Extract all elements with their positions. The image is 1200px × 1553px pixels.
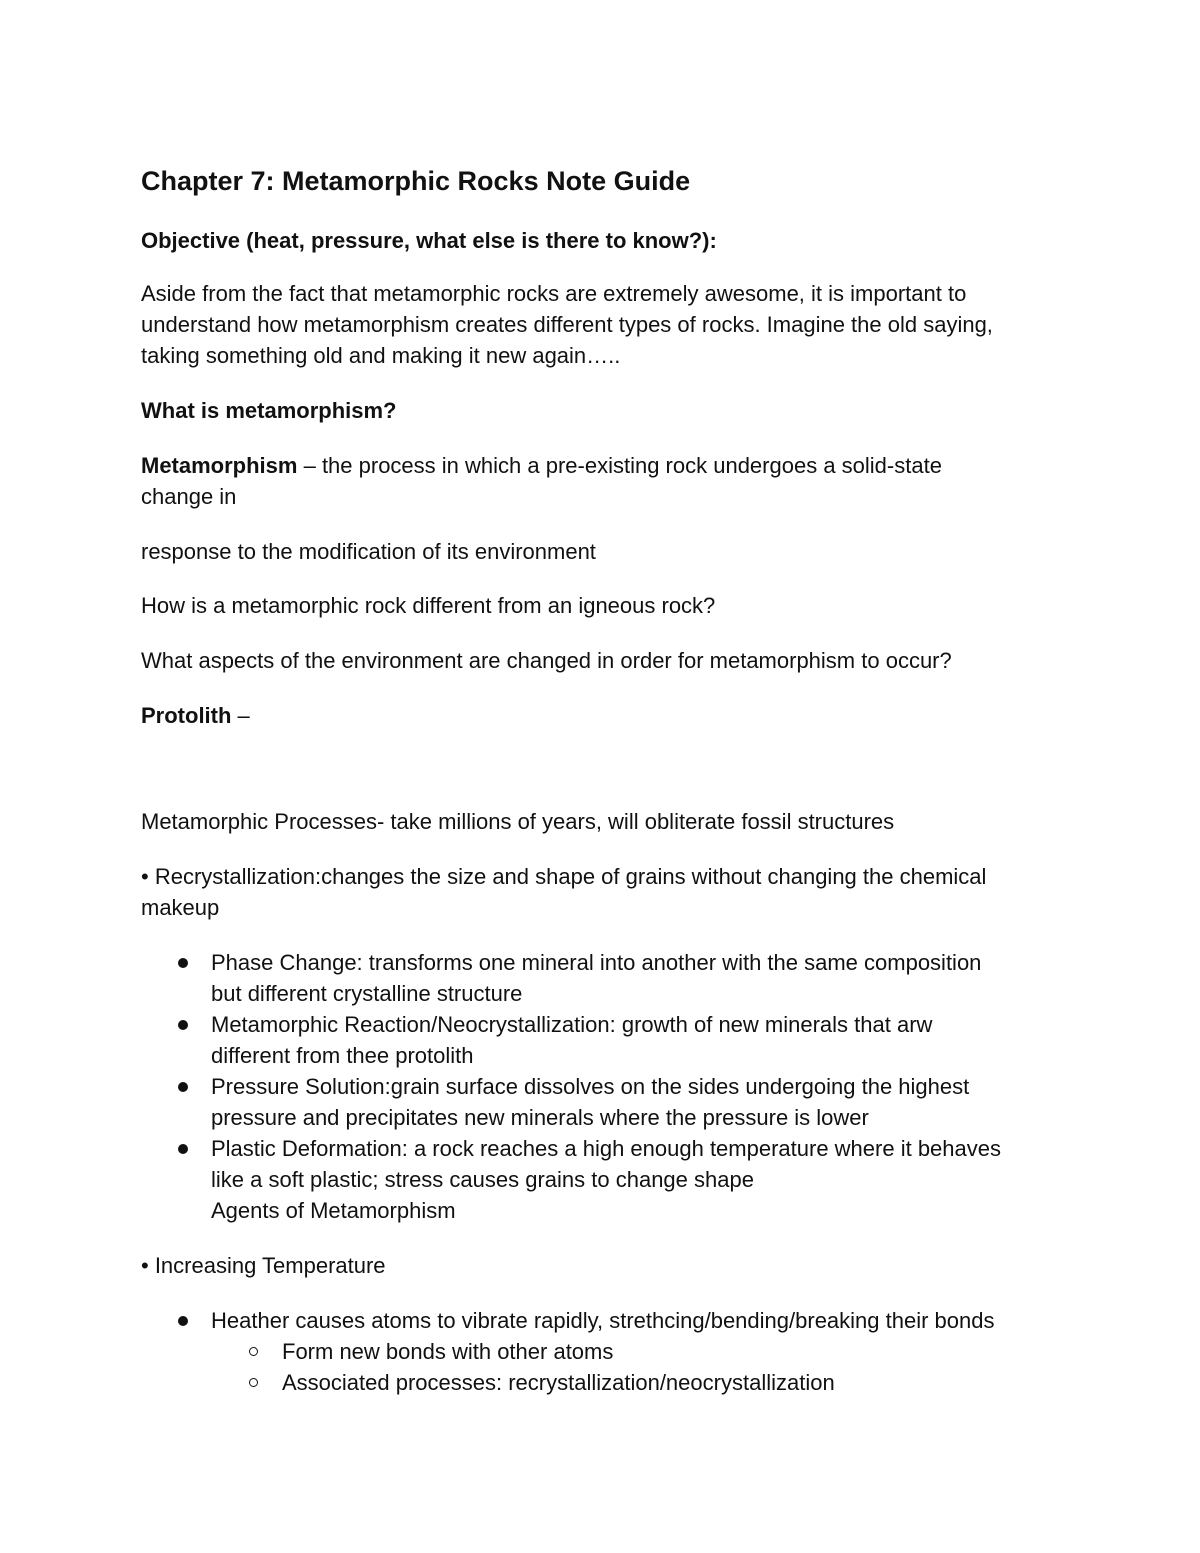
- metamorphism-def-line-3: response to the modification of its environment: [141, 539, 596, 564]
- process-item-3-line-1: Pressure Solution:grain surface dissolves on the sides undergoing the highest: [211, 1074, 970, 1099]
- process-item-2-line-2: different from thee protolith: [211, 1043, 474, 1068]
- bullet-icon: [178, 1020, 188, 1030]
- process-item-3-line-2: pressure and precipitates new minerals where the pressure is lower: [211, 1105, 869, 1130]
- metamorphism-def-text: – the process in which a pre-existing rock undergoes a solid-state: [297, 453, 942, 478]
- temperature-subitem-2: Associated processes: recrystallization/neocrystallization: [282, 1370, 835, 1395]
- hollow-bullet-icon: [249, 1378, 258, 1387]
- what-is-heading: What is metamorphism?: [141, 398, 397, 423]
- intro-line-1: Aside from the fact that metamorphic rocks are extremely awesome, it is important to: [141, 281, 967, 306]
- metamorphism-term: Metamorphism: [141, 453, 298, 478]
- objective-heading: Objective (heat, pressure, what else is there to know?):: [141, 228, 717, 253]
- bullet-icon: [178, 958, 188, 968]
- bullet-icon: [178, 1144, 188, 1154]
- processes-line: Metamorphic Processes- take millions of years, will obliterate fossil structures: [141, 809, 895, 834]
- agents-heading: Agents of Metamorphism: [211, 1198, 456, 1223]
- intro-line-2: understand how metamorphism creates different types of rocks. Imagine the old saying,: [141, 312, 993, 337]
- intro-line-3: taking something old and making it new again…..: [141, 343, 621, 368]
- bullet-icon: [178, 1316, 188, 1326]
- temperature-heading: • Increasing Temperature: [141, 1253, 386, 1278]
- recrystallization-line-2: makeup: [141, 895, 220, 920]
- metamorphism-def-line-2: change in: [141, 484, 237, 509]
- process-item-2-line-1: Metamorphic Reaction/Neocrystallization: growth of new minerals that arw: [211, 1012, 933, 1037]
- metamorphism-definition: [141, 450, 942, 481]
- question-2: What aspects of the environment are changed in order for metamorphism to occur?: [141, 648, 952, 673]
- process-item-1-line-1: Phase Change: transforms one mineral into another with the same composition: [211, 950, 982, 975]
- protolith-line: [141, 700, 250, 731]
- temperature-subitem-1: Form new bonds with other atoms: [282, 1339, 614, 1364]
- process-item-4-line-1: Plastic Deformation: a rock reaches a high enough temperature where it behaves: [211, 1136, 1001, 1161]
- protolith-dash: –: [231, 703, 250, 728]
- bullet-icon: [178, 1082, 188, 1092]
- hollow-bullet-icon: [249, 1347, 258, 1356]
- protolith-term: Protolith: [141, 703, 232, 728]
- question-1: How is a metamorphic rock different from an igneous rock?: [141, 593, 716, 618]
- recrystallization-line-1: • Recrystallization:changes the size and shape of grains without changing the chemical: [141, 864, 987, 889]
- process-item-1-line-2: but different crystalline structure: [211, 981, 523, 1006]
- process-item-4-line-2: like a soft plastic; stress causes grains to change shape: [211, 1167, 754, 1192]
- page-title: Chapter 7: Metamorphic Rocks Note Guide: [141, 166, 691, 196]
- temperature-item: Heather causes atoms to vibrate rapidly, strethcing/bending/breaking their bonds: [211, 1308, 995, 1333]
